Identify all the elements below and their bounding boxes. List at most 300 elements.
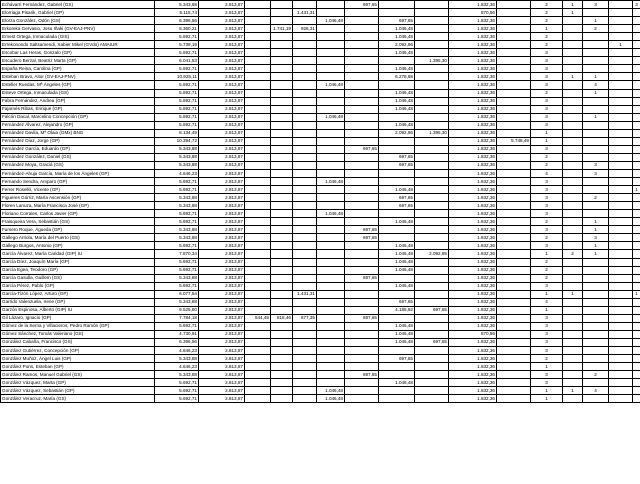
amount-cell [293, 355, 317, 363]
count-cell: 3 [531, 186, 563, 194]
amount-cell [415, 347, 449, 355]
count-cell: 2 [531, 33, 563, 41]
table-row [1, 169, 640, 177]
amount-cell: 1.046,48 [379, 338, 415, 346]
table-row [1, 121, 640, 129]
amount-cell [345, 161, 379, 169]
amount-cell [293, 194, 317, 202]
amount-cell [345, 322, 379, 330]
amount-cell [271, 258, 293, 266]
count-cell: 1 [633, 186, 640, 194]
amount-cell [293, 298, 317, 306]
amount-cell: 1.046,48 [317, 81, 345, 89]
amount-cell [245, 290, 271, 298]
amount-cell: 5.343,88 [155, 355, 199, 363]
member-name-cell: Garzón Espinosa, Alberto (GIP) IU [1, 306, 155, 314]
member-name-cell: Ferrer Roselló, Vicente (GP) [1, 186, 155, 194]
amount-cell [317, 234, 345, 242]
amount-cell [317, 194, 345, 202]
amount-cell [497, 178, 531, 186]
member-name-cell: Erkoreka Gervasio, Josu Iñaki (GV-EAJ-PNV) [1, 25, 155, 33]
amount-cell [293, 234, 317, 242]
amount-cell [345, 153, 379, 161]
amount-cell [293, 371, 317, 379]
table-row [1, 89, 640, 97]
amount-cell: 2.813,87 [199, 379, 245, 387]
table-row [1, 379, 640, 387]
count-cell [633, 218, 640, 226]
amount-cell [293, 250, 317, 258]
count-cell [563, 202, 583, 210]
count-cell [609, 363, 633, 371]
amount-cell [245, 379, 271, 387]
amount-cell [245, 161, 271, 169]
amount-cell: 1.832,36 [449, 145, 497, 153]
amount-cell [271, 186, 293, 194]
amount-cell: 6.041,53 [155, 57, 199, 65]
amount-cell [379, 210, 415, 218]
count-cell [633, 161, 640, 169]
amount-cell [271, 81, 293, 89]
amount-cell [293, 347, 317, 355]
count-cell [563, 153, 583, 161]
count-cell [633, 121, 640, 129]
count-cell [563, 25, 583, 33]
amount-cell: 1.832,36 [449, 355, 497, 363]
count-cell [609, 49, 633, 57]
count-cell [563, 266, 583, 274]
count-cell: 2 [531, 9, 563, 17]
amount-cell [271, 226, 293, 234]
count-cell [633, 194, 640, 202]
amount-cell: 10.394,72 [155, 137, 199, 145]
amount-cell: 1.832,36 [449, 33, 497, 41]
count-cell [563, 282, 583, 290]
count-cell: 3 [531, 81, 563, 89]
amount-cell [497, 9, 531, 17]
member-name-cell: González Gutiérrez, Concepción (GP) [1, 347, 155, 355]
amount-cell: 4.646,23 [155, 347, 199, 355]
amount-cell [415, 290, 449, 298]
count-cell: 2 [531, 218, 563, 226]
amount-cell: 1.832,36 [449, 266, 497, 274]
count-cell [633, 314, 640, 322]
amount-cell: 2.813,87 [199, 25, 245, 33]
amount-cell: 2.813,87 [199, 347, 245, 355]
amount-cell [379, 395, 415, 403]
amount-cell [245, 73, 271, 81]
count-cell [563, 169, 583, 177]
amount-cell [345, 65, 379, 73]
amount-cell: 5.343,88 [155, 153, 199, 161]
count-cell [609, 242, 633, 250]
member-name-cell: Echávarri Fernández, Gabriel (GS) [1, 1, 155, 9]
count-cell: 2 [563, 250, 583, 258]
count-cell: 3 [531, 338, 563, 346]
member-name-cell: Fajarnés Ribas, Enrique (GP) [1, 105, 155, 113]
amount-cell [245, 338, 271, 346]
count-cell: 2 [583, 194, 609, 202]
count-cell: 1 [531, 363, 563, 371]
member-name-cell: Fernández-Ahuja García, María de los Ángeles (GP) [1, 169, 155, 177]
count-cell [633, 210, 640, 218]
member-name-cell: Ernest Ortega, Inmaculada (GIS) [1, 33, 155, 41]
amount-cell: 7.870,34 [155, 250, 199, 258]
count-cell: 1 [583, 250, 609, 258]
count-cell: 2 [531, 41, 563, 49]
count-cell [583, 210, 609, 218]
amount-cell [293, 105, 317, 113]
amount-cell: 926,31 [293, 25, 317, 33]
amount-cell: 1.832,36 [449, 258, 497, 266]
amount-cell [497, 322, 531, 330]
amount-cell [271, 178, 293, 186]
amount-cell: 1.395,30 [415, 129, 449, 137]
amount-cell: 1.046,48 [317, 387, 345, 395]
amount-cell: 5.343,88 [155, 1, 199, 9]
amount-cell: 2.813,87 [199, 97, 245, 105]
count-cell [563, 137, 583, 145]
count-cell [583, 137, 609, 145]
amount-cell: 1.046,48 [317, 113, 345, 121]
amount-cell: 1.832,36 [449, 169, 497, 177]
count-cell [633, 202, 640, 210]
count-cell [609, 210, 633, 218]
table-row [1, 371, 640, 379]
count-cell [563, 105, 583, 113]
amount-cell: 1.046,48 [379, 218, 415, 226]
member-name-cell: Fernández Díaz, Jorge (GP) [1, 137, 155, 145]
member-name-cell: González Vázquez, Sebastián (GP) [1, 387, 155, 395]
amount-cell [293, 17, 317, 25]
count-cell [583, 178, 609, 186]
amount-cell [345, 250, 379, 258]
amount-cell [415, 234, 449, 242]
amount-cell: 5.692,71 [155, 33, 199, 41]
amount-cell [293, 282, 317, 290]
count-cell: 3 [531, 347, 563, 355]
amount-cell [415, 9, 449, 17]
amount-cell [245, 186, 271, 194]
amount-cell [271, 379, 293, 387]
amount-cell: 5.692,71 [155, 97, 199, 105]
amount-cell: 2.813,87 [199, 105, 245, 113]
amount-cell [317, 330, 345, 338]
amount-cell: 1.832,36 [449, 113, 497, 121]
amount-cell: 1.046,48 [379, 379, 415, 387]
amount-cell [271, 129, 293, 137]
count-cell: 1 [531, 290, 563, 298]
amount-cell: 2.813,87 [199, 226, 245, 234]
count-cell [633, 113, 640, 121]
amount-cell [345, 137, 379, 145]
amount-cell: 697,65 [345, 274, 379, 282]
count-cell [563, 274, 583, 282]
count-cell [633, 250, 640, 258]
amount-cell [345, 306, 379, 314]
amount-cell: 8.134,49 [155, 129, 199, 137]
amount-cell [317, 314, 345, 322]
amount-cell: 2.813,87 [199, 266, 245, 274]
amount-cell: 1.832,36 [449, 363, 497, 371]
amount-cell [293, 210, 317, 218]
amount-cell: 2.813,87 [199, 363, 245, 371]
table-row [1, 274, 640, 282]
amount-cell [245, 17, 271, 25]
count-cell [563, 242, 583, 250]
count-cell [583, 129, 609, 137]
amount-cell [293, 363, 317, 371]
count-cell [583, 290, 609, 298]
amount-cell [293, 73, 317, 81]
amount-cell [293, 338, 317, 346]
count-cell: 3 [531, 371, 563, 379]
amount-cell [271, 274, 293, 282]
count-cell [633, 266, 640, 274]
count-cell [609, 290, 633, 298]
amount-cell [245, 153, 271, 161]
count-cell [583, 97, 609, 105]
amount-cell: 2.813,87 [199, 129, 245, 137]
amount-cell [497, 274, 531, 282]
count-cell [633, 49, 640, 57]
count-cell: 2 [583, 25, 609, 33]
member-name-cell: Errekonondo Saltsamendi, Xabier Mikel (GVdo) AMAIUR [1, 41, 155, 49]
table-row [1, 226, 640, 234]
amount-cell [345, 178, 379, 186]
amount-cell [245, 371, 271, 379]
count-cell [583, 49, 609, 57]
member-name-cell: Garrido Valenzuela, Irene (GP) [1, 298, 155, 306]
amount-cell [293, 306, 317, 314]
amount-cell [271, 1, 293, 9]
amount-cell [317, 65, 345, 73]
amount-cell [497, 266, 531, 274]
count-cell [633, 338, 640, 346]
amount-cell: 1.832,36 [449, 17, 497, 25]
count-cell [563, 178, 583, 186]
amount-cell [415, 202, 449, 210]
amount-cell: 1.832,36 [449, 178, 497, 186]
amount-cell [415, 226, 449, 234]
amount-cell: 1.832,36 [449, 81, 497, 89]
amount-cell [317, 266, 345, 274]
amount-cell [415, 186, 449, 194]
amount-cell [271, 355, 293, 363]
count-cell [633, 306, 640, 314]
member-name-cell: Figueres Górriz, María Ascensión (GP) [1, 194, 155, 202]
amount-cell [317, 371, 345, 379]
member-name-cell: Fernández Davila, Mª Olaia (GMx) BNG [1, 129, 155, 137]
amount-cell [271, 242, 293, 250]
amount-cell [497, 186, 531, 194]
amount-cell [317, 226, 345, 234]
member-name-cell: Floriano Corrales, Carlos Javier (GP) [1, 210, 155, 218]
table-row [1, 306, 640, 314]
count-cell [563, 306, 583, 314]
amount-cell [317, 89, 345, 97]
count-cell [609, 1, 633, 9]
table-row [1, 395, 640, 403]
amount-cell: 2.813,87 [199, 41, 245, 49]
amount-cell: 1.046,48 [379, 250, 415, 258]
count-cell [609, 347, 633, 355]
amount-cell [415, 73, 449, 81]
amount-cell [345, 17, 379, 25]
amount-cell: 2.813,87 [199, 250, 245, 258]
count-cell [633, 347, 640, 355]
amount-cell: 1.832,36 [449, 306, 497, 314]
count-cell: 3 [531, 97, 563, 105]
count-cell [609, 202, 633, 210]
table-row [1, 178, 640, 186]
count-cell [609, 33, 633, 41]
amount-cell [271, 137, 293, 145]
amount-cell [317, 258, 345, 266]
amount-cell [497, 395, 531, 403]
count-cell [563, 145, 583, 153]
amount-cell [317, 9, 345, 17]
amount-cell [271, 57, 293, 65]
amount-cell: 1.832,36 [449, 25, 497, 33]
amount-cell [415, 371, 449, 379]
amount-cell [497, 1, 531, 9]
amount-cell: 2.813,87 [199, 49, 245, 57]
amount-cell: 1.046,48 [379, 49, 415, 57]
count-cell: 1 [531, 306, 563, 314]
count-cell [609, 153, 633, 161]
table-row [1, 266, 640, 274]
count-cell [609, 121, 633, 129]
count-cell [583, 395, 609, 403]
member-name-cell: Escudero Berzal, Beatriz Marta (GP) [1, 57, 155, 65]
amount-cell [379, 387, 415, 395]
amount-cell [245, 194, 271, 202]
count-cell [633, 258, 640, 266]
amount-cell [293, 97, 317, 105]
amount-cell: 2.813,87 [199, 330, 245, 338]
count-cell: 3 [531, 202, 563, 210]
amount-cell [317, 379, 345, 387]
amount-cell [497, 314, 531, 322]
member-name-cell: González Muñoz, Ángel Luis (GP) [1, 355, 155, 363]
amount-cell: 5.343,88 [155, 226, 199, 234]
amount-cell: 5.343,88 [155, 274, 199, 282]
amount-cell [271, 347, 293, 355]
amount-cell [271, 105, 293, 113]
member-name-cell: Esteller Ruedas, Mª Ángeles (GP) [1, 81, 155, 89]
amount-cell: 2.813,87 [199, 9, 245, 17]
member-name-cell: Floren Lanuza, María Francisca José (GP) [1, 202, 155, 210]
amount-cell [293, 129, 317, 137]
table-row [1, 105, 640, 113]
amount-cell: 5.115,74 [155, 9, 199, 17]
amount-cell: 2.813,87 [199, 194, 245, 202]
amount-cell [345, 113, 379, 121]
count-cell: 1 [531, 250, 563, 258]
amount-cell: 6.396,56 [155, 17, 199, 25]
amount-cell: 5.692,71 [155, 379, 199, 387]
table-row [1, 161, 640, 169]
amount-cell: 2.813,87 [199, 121, 245, 129]
count-cell [609, 234, 633, 242]
amount-cell: 5.692,71 [155, 322, 199, 330]
amount-cell [245, 49, 271, 57]
count-cell [633, 65, 640, 73]
amount-cell: 1.431,31 [293, 290, 317, 298]
count-cell [633, 105, 640, 113]
amount-cell [379, 145, 415, 153]
amount-cell [245, 274, 271, 282]
count-cell [563, 65, 583, 73]
count-cell: 1 [583, 226, 609, 234]
amount-cell: 1.832,36 [449, 379, 497, 387]
count-cell [563, 218, 583, 226]
amount-cell: 1.832,36 [449, 226, 497, 234]
amount-cell [245, 355, 271, 363]
amount-cell [415, 218, 449, 226]
amount-cell [293, 242, 317, 250]
amount-cell: 1.046,48 [379, 97, 415, 105]
count-cell [583, 202, 609, 210]
amount-cell [497, 282, 531, 290]
amount-cell: 1.046,48 [379, 65, 415, 73]
amount-cell: 1.832,36 [449, 347, 497, 355]
member-name-cell: González Ramos, Manuel Gabriel (GS) [1, 371, 155, 379]
count-cell [563, 97, 583, 105]
amount-cell: 1.046,48 [317, 395, 345, 403]
amount-cell: 697,65 [379, 153, 415, 161]
amount-cell [245, 395, 271, 403]
amount-cell [415, 105, 449, 113]
amount-cell: 5.692,71 [155, 282, 199, 290]
count-cell: 2 [531, 355, 563, 363]
count-cell [633, 395, 640, 403]
amount-cell [245, 33, 271, 41]
count-cell [633, 81, 640, 89]
count-cell [609, 145, 633, 153]
count-cell: 1 [531, 129, 563, 137]
amount-cell: 1.046,48 [317, 178, 345, 186]
count-cell [633, 355, 640, 363]
amount-cell [271, 298, 293, 306]
amount-cell [293, 226, 317, 234]
amount-cell [271, 33, 293, 41]
count-cell [563, 322, 583, 330]
amount-cell [245, 57, 271, 65]
count-cell [633, 242, 640, 250]
amount-cell [345, 169, 379, 177]
amount-cell [415, 387, 449, 395]
count-cell: 3 [531, 57, 563, 65]
amount-cell [317, 282, 345, 290]
count-cell [583, 121, 609, 129]
amount-cell [497, 347, 531, 355]
count-cell [583, 186, 609, 194]
amount-cell [379, 1, 415, 9]
amount-cell [271, 153, 293, 161]
amount-cell [497, 210, 531, 218]
amount-cell [497, 97, 531, 105]
amount-cell [271, 194, 293, 202]
amount-cell [497, 113, 531, 121]
amount-cell [271, 202, 293, 210]
count-cell [583, 33, 609, 41]
amount-cell [245, 282, 271, 290]
amount-cell [293, 322, 317, 330]
count-cell [563, 210, 583, 218]
count-cell: 3 [531, 379, 563, 387]
